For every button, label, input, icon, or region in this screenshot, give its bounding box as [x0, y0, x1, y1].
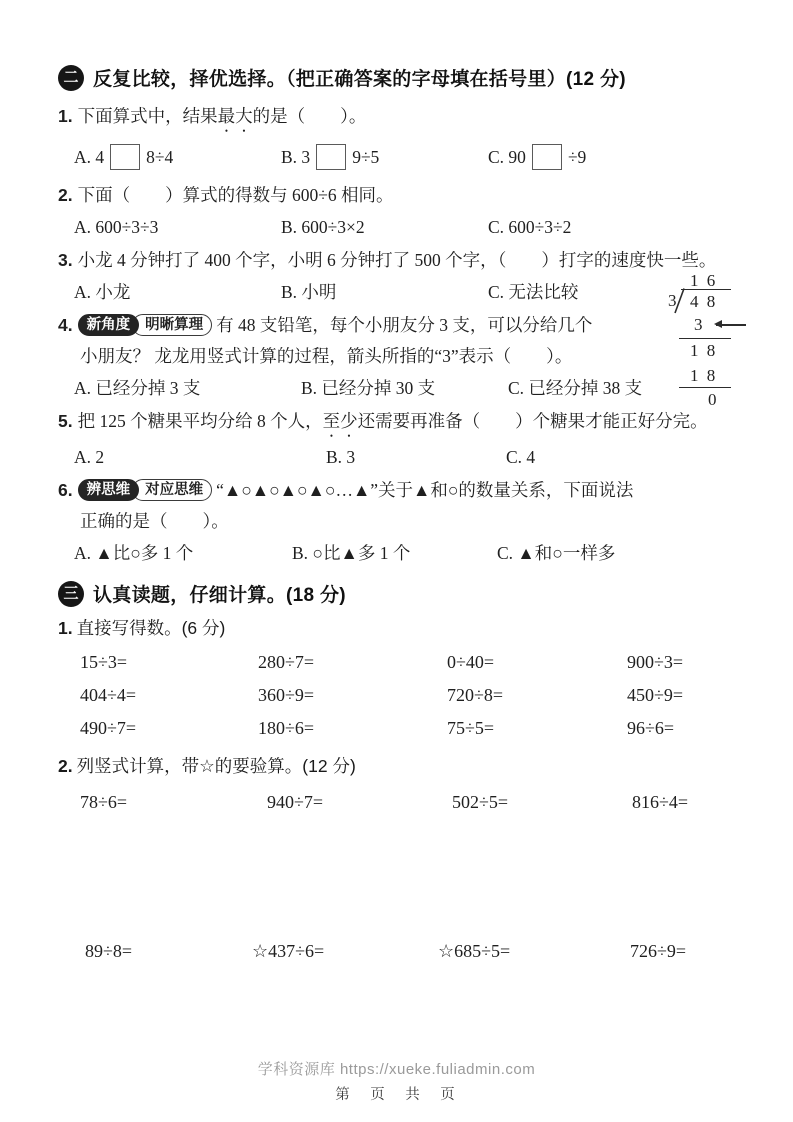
option-5a: A. 2 — [74, 447, 105, 467]
division-dividend: 4 8 — [690, 292, 718, 311]
section-three-icon: 三 — [58, 581, 84, 607]
question-5-number: 5. — [58, 411, 73, 431]
question-1-options — [58, 137, 745, 177]
question-6 — [58, 475, 745, 568]
question-2 — [58, 180, 745, 242]
option-3b: B. 小明 — [281, 282, 337, 302]
question-1-emphasis: 最大 — [217, 106, 253, 126]
division-subtrahend-2: 1 8 — [690, 366, 718, 385]
question-6-text-line2: 正确的是（ ）。 — [80, 511, 229, 531]
question-5-options — [58, 442, 745, 472]
missing-digit-box — [316, 144, 346, 170]
vertical-item-starred: ☆685÷5= — [438, 941, 511, 961]
division-result: 0 — [708, 390, 719, 409]
section-two-icon: 二 — [58, 65, 84, 91]
question-5-text-tail: 还需要再准备（ ）个糖果才能正好分完。 — [357, 411, 708, 431]
question-3 — [58, 245, 745, 310]
oral-item: 96÷6= — [627, 718, 675, 738]
section-choice-header — [58, 64, 745, 91]
division-divisor: 3 — [668, 291, 679, 310]
division-rule-line — [679, 338, 731, 339]
vertical-item: 726÷9= — [630, 941, 687, 961]
vertical-item: 89÷8= — [85, 941, 133, 961]
division-step-value: 3 — [694, 315, 705, 334]
vertical-item: 502÷5= — [452, 792, 509, 812]
vertical-item: 78÷6= — [80, 792, 128, 812]
vertical-item-starred: ☆437÷6= — [252, 941, 325, 961]
oral-calculation-grid — [58, 646, 745, 745]
option-6a: A. ▲比○多 1 个 — [74, 543, 194, 563]
badge-discern-thinking: 辨思维 — [78, 479, 140, 501]
question-1 — [58, 101, 745, 177]
subsection-vertical-calc: 2. 列竖式计算，带☆的要验算。(12 分) — [58, 756, 356, 776]
vertical-calc-row-2 — [58, 936, 745, 967]
oral-item: 15÷3= — [80, 652, 128, 672]
oral-item: 490÷7= — [80, 718, 137, 738]
question-6-options — [58, 538, 745, 568]
missing-digit-box — [110, 144, 140, 170]
question-1-text: 下面算式中，结果 — [77, 106, 218, 126]
question-4 — [58, 310, 745, 403]
option-6c: C. ▲和○一样多 — [497, 543, 616, 563]
question-2-text: 下面（ ）算式的得数与 600÷6 相同。 — [77, 185, 394, 205]
section-calc-title: 认真读题，仔细计算。(18 分) — [93, 585, 346, 606]
oral-item: 360÷9= — [258, 685, 315, 705]
oral-item: 450÷9= — [627, 685, 684, 705]
page-footer — [0, 1058, 793, 1104]
option-2c: C. 600÷3÷2 — [488, 217, 572, 237]
badge-new-angle: 新角度 — [78, 314, 140, 336]
option-1b: B. 3 9÷5 — [281, 142, 488, 172]
vertical-calc-row-1 — [58, 787, 745, 818]
oral-item: 180÷6= — [258, 718, 315, 738]
oral-item: 720÷8= — [447, 685, 504, 705]
section-choice-title: 反复比较，择优选择。（把正确答案的字母填在括号里）(12 分) — [93, 69, 626, 90]
division-vinculum — [681, 289, 731, 290]
question-3-number: 3. — [58, 250, 73, 270]
left-arrow-icon — [716, 324, 746, 326]
footer-watermark: 学科资源库 https://xueke.fuliadmin.com — [257, 1061, 536, 1078]
option-5b: B. 3 — [326, 447, 356, 467]
subsection-oral-calc: 1. 直接写得数。(6 分) — [58, 618, 226, 638]
question-4-options — [58, 373, 745, 403]
option-2a: A. 600÷3÷3 — [74, 217, 159, 237]
division-remainder-1: 1 8 — [690, 341, 718, 360]
question-5-emphasis: 至少 — [322, 411, 358, 431]
oral-item: 0÷40= — [447, 652, 495, 672]
question-1-text-tail: 的是（ ）。 — [252, 106, 367, 126]
question-2-options — [58, 212, 745, 242]
option-4a: A. 已经分掉 3 支 — [74, 378, 201, 398]
option-4b: B. 已经分掉 30 支 — [301, 378, 436, 398]
question-4-text-line2: 小朋友？ 龙龙用竖式计算的过程，箭头所指的“3”表示（ ）。 — [80, 346, 573, 366]
question-5 — [58, 406, 745, 472]
question-5-text: 把 125 个糖果平均分给 8 个人， — [77, 411, 323, 431]
question-3-text: 小龙 4 分钟打了 400 个字，小明 6 分钟打了 500 个字，（ ）打字的速度快一些。 — [77, 250, 717, 270]
option-3c: C. 无法比较 — [488, 282, 579, 302]
question-3-options — [58, 277, 745, 310]
option-2b: B. 600÷3×2 — [281, 217, 365, 237]
oral-item: 404÷4= — [80, 685, 137, 705]
vertical-item: 816÷4= — [632, 792, 689, 812]
section-calc-header — [58, 580, 745, 607]
long-division-figure — [668, 272, 778, 412]
option-1a: A. 4 8÷4 — [74, 142, 281, 172]
question-2-number: 2. — [58, 185, 73, 205]
missing-digit-box — [532, 144, 562, 170]
question-4-text-line1: 有 48 支铅笔，每个小朋友分 3 支，可以分给几个 — [216, 315, 593, 335]
option-3a: A. 小龙 — [74, 282, 131, 302]
badge-mapping-thinking: 对应思维 — [132, 479, 212, 501]
division-rule-line — [679, 387, 731, 388]
division-quotient: 1 6 — [690, 271, 718, 290]
question-4-number: 4. — [58, 315, 73, 335]
question-6-text-line1: “▲○▲○▲○▲○…▲”关于▲和○的数量关系，下面说法 — [216, 480, 634, 500]
option-6b: B. ○比▲多 1 个 — [292, 543, 411, 563]
question-1-number: 1. — [58, 106, 73, 126]
question-6-number: 6. — [58, 480, 73, 500]
footer-page-number: 第 页 共 页 — [335, 1087, 458, 1103]
badge-clear-reasoning: 明晰算理 — [132, 314, 212, 336]
oral-item: 280÷7= — [258, 652, 315, 672]
option-4c: C. 已经分掉 38 支 — [508, 378, 643, 398]
vertical-item: 940÷7= — [267, 792, 324, 812]
option-1c: C. 90 ÷9 — [488, 142, 586, 172]
option-5c: C. 4 — [506, 447, 536, 467]
oral-item: 900÷3= — [627, 652, 684, 672]
oral-item: 75÷5= — [447, 718, 495, 738]
